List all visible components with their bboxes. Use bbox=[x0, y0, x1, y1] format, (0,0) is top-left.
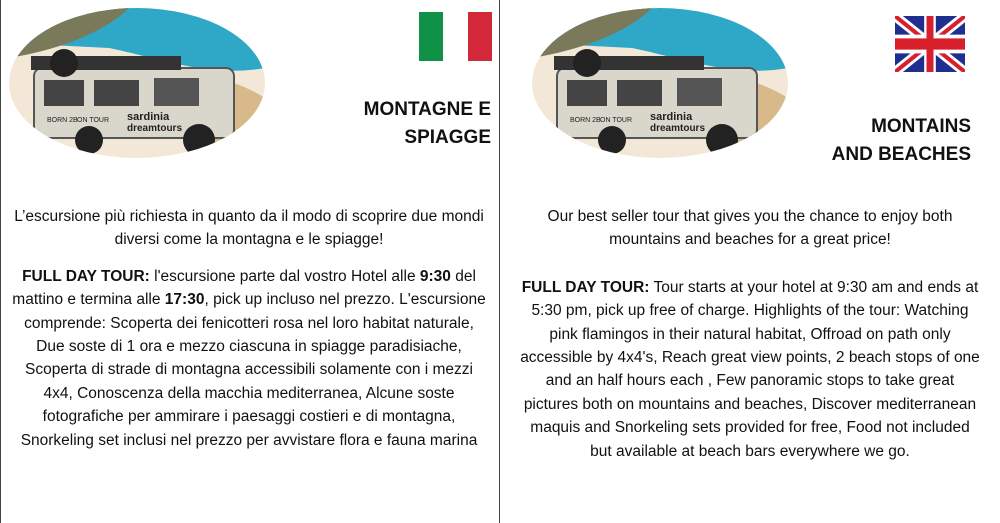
italy-flag-green-band bbox=[419, 12, 443, 61]
uk-flag-drawing bbox=[895, 16, 965, 72]
vehicle-brand-text: dreamtours bbox=[650, 123, 706, 134]
jeep-tour-photo-drawing bbox=[9, 8, 265, 158]
tour-text: del mattino e termina alle bbox=[12, 267, 476, 309]
tour-text: , pick up incluso nel prezzo. L'escursione comprende: Scoperta dei fenicotteri rosa nel loro habitat naturale, Due soste di 1 ora e mezzo ciascuna in spiagge paradisiache, Scoperta di strade di montagna accessibili solamente con i mezzi 4x4, Conoscenza della macchia mediterranea, Alcune soste fotografiche per ammirare i paesaggi costieri e di montagna, Snorkeling set inclusi nel prezzo per avvistare flora e fauna marina bbox=[20, 291, 486, 449]
english-tour-details bbox=[520, 276, 980, 463]
jeep-tour-photo bbox=[532, 8, 788, 158]
english-tour-description bbox=[520, 205, 980, 463]
italy-flag-icon bbox=[419, 12, 492, 61]
italian-panel bbox=[0, 0, 499, 523]
italian-title-line: SPIAGGE bbox=[404, 127, 491, 148]
english-panel bbox=[499, 0, 1000, 523]
vehicle-decal-text: ON TOUR bbox=[77, 117, 110, 124]
vehicle-decal-text: BORN 2B bbox=[570, 117, 601, 124]
vehicle-brand-text: dreamtours bbox=[127, 123, 183, 134]
english-title-line: MONTAINS bbox=[871, 116, 971, 137]
italy-flag-white-band bbox=[443, 12, 467, 61]
italian-tour-title bbox=[364, 96, 491, 152]
vehicle-brand-text: sardinia bbox=[127, 111, 170, 123]
italian-title-line: MONTAGNE E bbox=[363, 99, 491, 120]
vehicle-decal-text: BORN 2B bbox=[47, 117, 78, 124]
italy-flag-red-band bbox=[468, 12, 492, 61]
tour-text: l'escursione parte dal vostro Hotel alle bbox=[149, 267, 420, 285]
vehicle-decal-text: ON TOUR bbox=[600, 117, 633, 124]
italian-tour-details bbox=[9, 265, 489, 452]
full-day-tour-label: FULL DAY TOUR: bbox=[22, 267, 150, 285]
italian-tour-description bbox=[9, 205, 489, 452]
english-title-line: AND BEACHES bbox=[831, 144, 971, 165]
uk-flag-icon bbox=[895, 16, 965, 72]
jeep-tour-photo-drawing bbox=[532, 8, 788, 158]
full-day-tour-label: FULL DAY TOUR: bbox=[521, 278, 650, 296]
english-tour-title bbox=[832, 113, 971, 169]
italian-intro-text: L’escursione più richiesta in quanto da il modo di scoprire due mondi diversi come la montagna e le spiagge! bbox=[14, 208, 484, 249]
tour-text: Tour starts at your hotel at 9:30 am and ends at 5:30 pm, pick up free of charge. Highlights of the tour: Watching pink flamingos in their natural habitat, Offroad on path only accessible by 4x4's, Reach great view points, 2 beach stops of one and an half hours each , Few panoramic stops to take great pictures both on mountains and beaches, Discover mediterranean maquis and Snorkeling sets provided for free, Food not included but available at beach bars everywhere we go. bbox=[520, 278, 980, 460]
end-time: 17:30 bbox=[164, 291, 205, 309]
start-time: 9:30 bbox=[419, 267, 451, 285]
vehicle-brand-text: sardinia bbox=[650, 111, 693, 123]
english-intro-text: Our best seller tour that gives you the chance to enjoy both mountains and beaches for a great price! bbox=[547, 208, 953, 249]
jeep-tour-photo bbox=[9, 8, 265, 158]
